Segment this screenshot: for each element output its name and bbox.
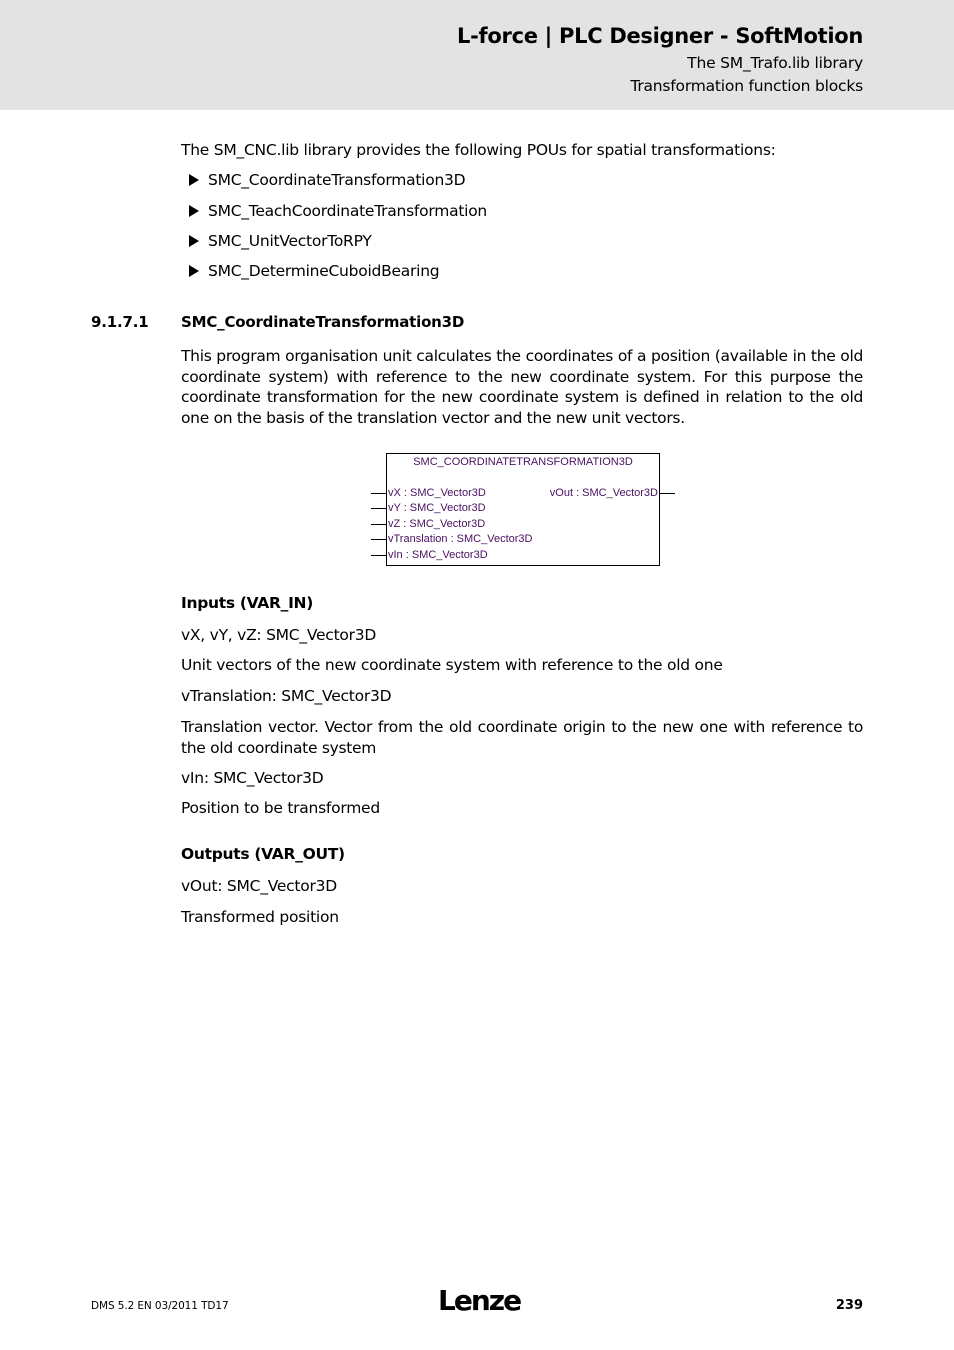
fb-input-label: vZ : SMC_Vector3D [388,518,486,530]
bullet-arrow-icon [189,235,199,247]
section-title: SMC_CoordinateTransformation3D [181,313,465,331]
input-description: Translation vector. Vector from the old coordinate origin to the new one with reference to the old coordinate system [181,718,863,757]
fb-input-label: vIn : SMC_Vector3D [388,549,488,561]
header-section: Transformation function blocks [630,77,863,95]
fb-output-label: vOut : SMC_Vector3D [549,487,658,499]
input-signature: vX, vY, vZ: SMC_Vector3D [181,626,377,644]
footer-doc-id: DMS 5.2 EN 03/2011 TD17 [91,1300,229,1312]
output-signature: vOut: SMC_Vector3D [181,877,337,895]
outputs-heading: Outputs (VAR_OUT) [181,845,345,863]
fb-input-label: vY : SMC_Vector3D [388,502,486,514]
function-block-diagram [386,453,660,566]
header-chapter: The SM_Trafo.lib library [687,54,863,72]
bullet-item [189,202,487,220]
output-description: Transformed position [181,908,339,926]
bullet-arrow-icon [189,265,199,277]
fb-output-pin [660,493,675,494]
section-number: 9.1.7.1 [91,313,149,331]
bullet-item [189,262,439,280]
bullet-item [189,232,372,250]
section-description: This program organisation unit calculates the coordinates of a position (available in the old coordinate system) with reference to the new coordinate system. For this purpose the coordinate transformation for the new coordinate system is defined in relation to the old one on the basis of the translation vector and the new unit vectors. [181,347,863,428]
function-block-name: SMC_COORDINATETRANSFORMATION3D [413,456,633,468]
document-title: L-force | PLC Designer - SoftMotion [457,24,863,48]
input-description: Unit vectors of the new coordinate system with reference to the old one [181,656,723,674]
fb-input-label: vX : SMC_Vector3D [388,487,486,499]
fb-input-pin [371,493,386,494]
bullet-arrow-icon [189,205,199,217]
bullet-item [189,171,465,189]
fb-input-pin [371,539,386,540]
intro-text: The SM_CNC.lib library provides the following POUs for spatial transformations: [181,141,776,159]
bullet-label: SMC_CoordinateTransformation3D [208,171,466,189]
page-header [0,0,954,110]
input-description: Position to be transformed [181,799,380,817]
bullet-label: SMC_UnitVectorToRPY [208,232,372,250]
bullet-label: SMC_TeachCoordinateTransformation [208,202,488,220]
fb-input-pin [371,555,386,556]
page-number: 239 [835,1298,863,1313]
bullet-arrow-icon [189,174,199,186]
fb-input-label: vTranslation : SMC_Vector3D [388,533,533,545]
inputs-heading: Inputs (VAR_IN) [181,594,313,612]
fb-input-pin [371,524,386,525]
input-signature: vIn: SMC_Vector3D [181,769,324,787]
bullet-label: SMC_DetermineCuboidBearing [208,262,440,280]
fb-input-pin [371,508,386,509]
lenze-logo: Lenze [438,1284,521,1317]
input-signature: vTranslation: SMC_Vector3D [181,687,392,705]
